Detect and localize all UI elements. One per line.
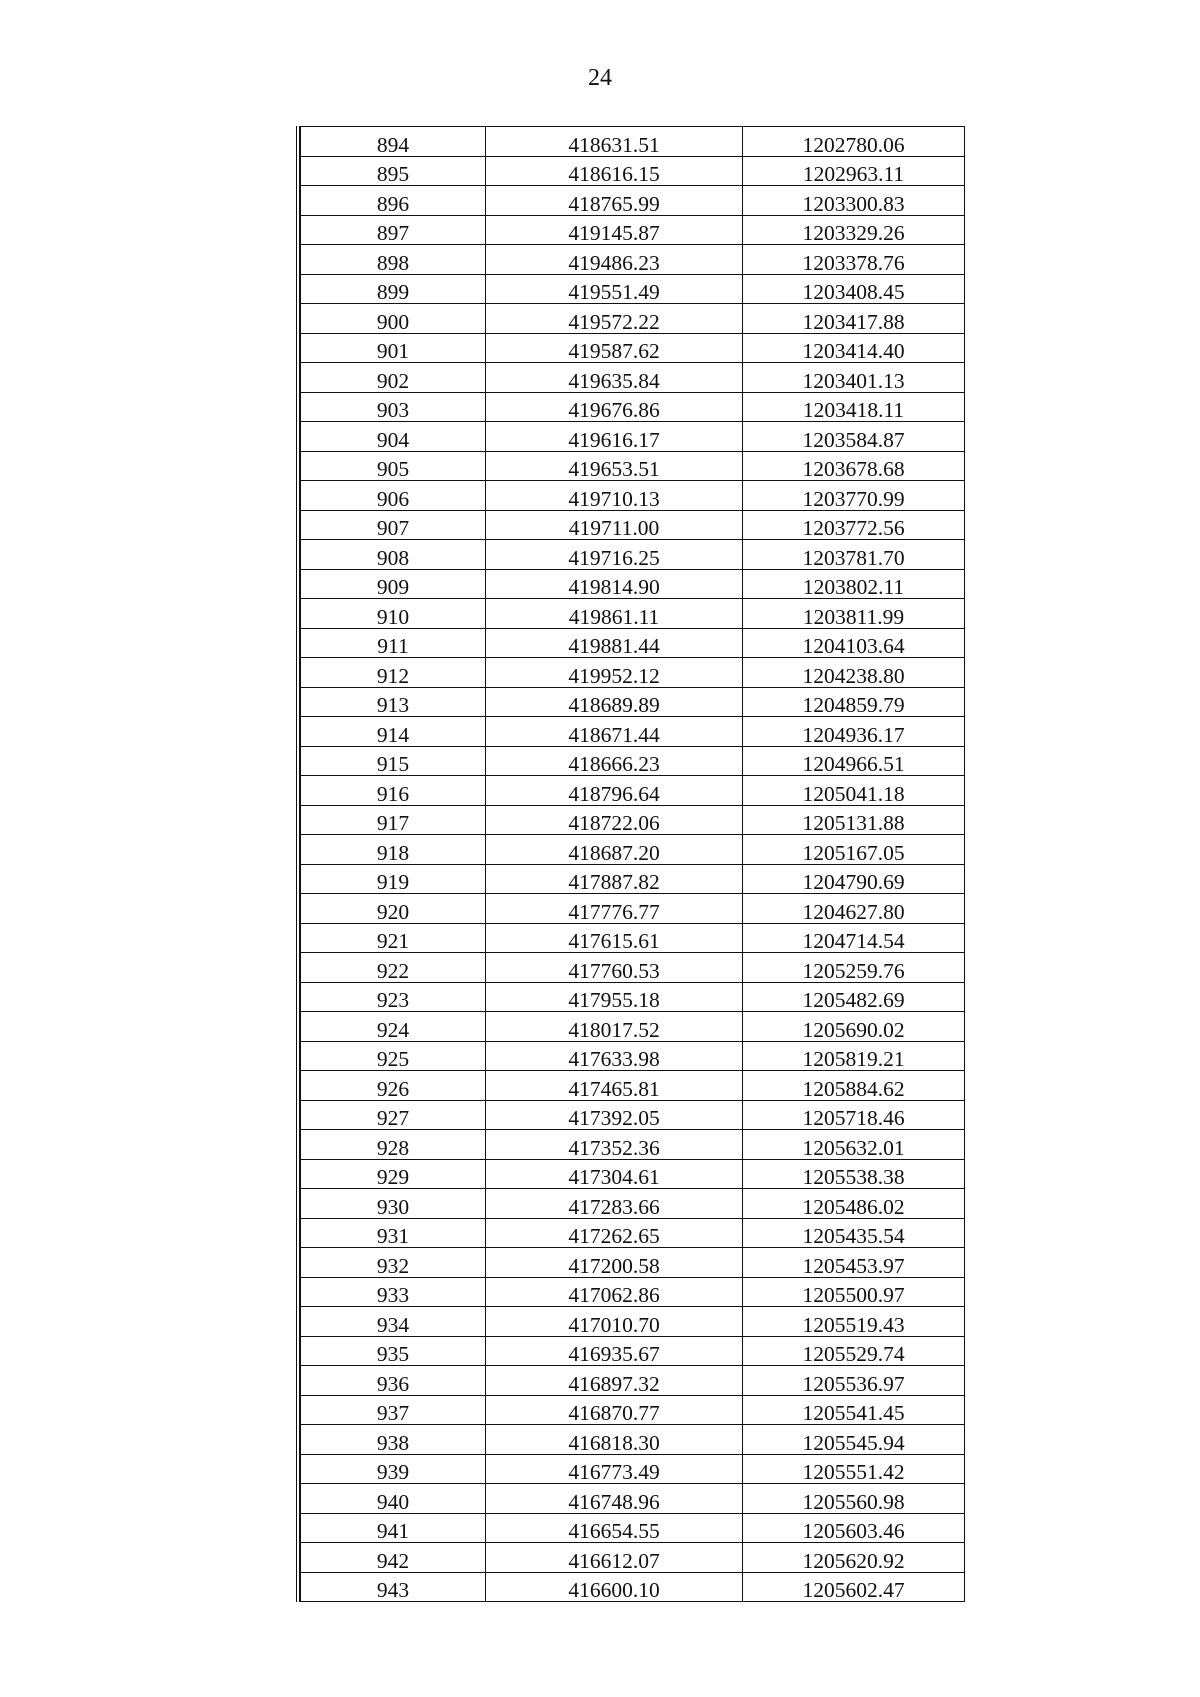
table-row (301, 1307, 965, 1337)
x-coordinate-cell: 417760.53 (486, 953, 743, 983)
point-number-cell: 907 (301, 510, 486, 540)
point-number-cell: 918 (301, 835, 486, 865)
x-coordinate-cell: 417062.86 (486, 1277, 743, 1307)
table-row (301, 333, 965, 363)
y-coordinate-cell: 1203300.83 (743, 186, 965, 216)
y-coordinate-cell: 1204103.64 (743, 628, 965, 658)
x-coordinate-cell: 418765.99 (486, 186, 743, 216)
point-number-cell: 909 (301, 569, 486, 599)
x-coordinate-cell: 418796.64 (486, 776, 743, 806)
table-row (301, 599, 965, 629)
x-coordinate-cell: 419814.90 (486, 569, 743, 599)
x-coordinate-cell: 416818.30 (486, 1425, 743, 1455)
point-number-cell: 933 (301, 1277, 486, 1307)
table-row (301, 1130, 965, 1160)
point-number-cell: 910 (301, 599, 486, 629)
point-number-cell: 931 (301, 1218, 486, 1248)
point-number-cell: 915 (301, 746, 486, 776)
table-row (301, 451, 965, 481)
y-coordinate-cell: 1204627.80 (743, 894, 965, 924)
point-number-cell: 932 (301, 1248, 486, 1278)
table-row (301, 687, 965, 717)
y-coordinate-cell: 1205453.97 (743, 1248, 965, 1278)
table-row (301, 894, 965, 924)
point-number-cell: 923 (301, 982, 486, 1012)
point-number-cell: 928 (301, 1130, 486, 1160)
point-number-cell: 939 (301, 1454, 486, 1484)
coordinates-table-body (301, 127, 965, 1602)
table-row (301, 1543, 965, 1573)
table-row (301, 717, 965, 747)
table-row (301, 982, 965, 1012)
x-coordinate-cell: 416773.49 (486, 1454, 743, 1484)
x-coordinate-cell: 419572.22 (486, 304, 743, 334)
table-row (301, 1012, 965, 1042)
table-row (301, 1572, 965, 1602)
point-number-cell: 919 (301, 864, 486, 894)
table-row (301, 274, 965, 304)
x-coordinate-cell: 417200.58 (486, 1248, 743, 1278)
y-coordinate-cell: 1203401.13 (743, 363, 965, 393)
point-number-cell: 898 (301, 245, 486, 275)
y-coordinate-cell: 1205482.69 (743, 982, 965, 1012)
point-number-cell: 940 (301, 1484, 486, 1514)
page-number: 24 (588, 65, 612, 91)
y-coordinate-cell: 1202963.11 (743, 156, 965, 186)
point-number-cell: 942 (301, 1543, 486, 1573)
table-row (301, 953, 965, 983)
y-coordinate-cell: 1205519.43 (743, 1307, 965, 1337)
table-row (301, 776, 965, 806)
table-row (301, 392, 965, 422)
point-number-cell: 897 (301, 215, 486, 245)
y-coordinate-cell: 1203329.26 (743, 215, 965, 245)
point-number-cell: 896 (301, 186, 486, 216)
point-number-cell: 900 (301, 304, 486, 334)
y-coordinate-cell: 1205041.18 (743, 776, 965, 806)
x-coordinate-cell: 418671.44 (486, 717, 743, 747)
point-number-cell: 903 (301, 392, 486, 422)
coordinates-table-container (296, 126, 968, 1602)
y-coordinate-cell: 1205536.97 (743, 1366, 965, 1396)
point-number-cell: 917 (301, 805, 486, 835)
y-coordinate-cell: 1203414.40 (743, 333, 965, 363)
table-row (301, 422, 965, 452)
y-coordinate-cell: 1205541.45 (743, 1395, 965, 1425)
y-coordinate-cell: 1205884.62 (743, 1071, 965, 1101)
y-coordinate-cell: 1205500.97 (743, 1277, 965, 1307)
y-coordinate-cell: 1205560.98 (743, 1484, 965, 1514)
x-coordinate-cell: 419486.23 (486, 245, 743, 275)
x-coordinate-cell: 418616.15 (486, 156, 743, 186)
x-coordinate-cell: 417955.18 (486, 982, 743, 1012)
y-coordinate-cell: 1203781.70 (743, 540, 965, 570)
table-row (301, 156, 965, 186)
y-coordinate-cell: 1203408.45 (743, 274, 965, 304)
table-row (301, 569, 965, 599)
y-coordinate-cell: 1205551.42 (743, 1454, 965, 1484)
point-number-cell: 914 (301, 717, 486, 747)
table-row (301, 186, 965, 216)
x-coordinate-cell: 419716.25 (486, 540, 743, 570)
x-coordinate-cell: 419653.51 (486, 451, 743, 481)
point-number-cell: 926 (301, 1071, 486, 1101)
x-coordinate-cell: 417776.77 (486, 894, 743, 924)
point-number-cell: 905 (301, 451, 486, 481)
x-coordinate-cell: 419635.84 (486, 363, 743, 393)
y-coordinate-cell: 1205545.94 (743, 1425, 965, 1455)
table-row (301, 805, 965, 835)
x-coordinate-cell: 419145.87 (486, 215, 743, 245)
table-row (301, 1484, 965, 1514)
point-number-cell: 943 (301, 1572, 486, 1602)
x-coordinate-cell: 417304.61 (486, 1159, 743, 1189)
x-coordinate-cell: 419861.11 (486, 599, 743, 629)
x-coordinate-cell: 416748.96 (486, 1484, 743, 1514)
y-coordinate-cell: 1205620.92 (743, 1543, 965, 1573)
table-row (301, 658, 965, 688)
table-row (301, 1277, 965, 1307)
table-row (301, 127, 965, 157)
y-coordinate-cell: 1204859.79 (743, 687, 965, 717)
x-coordinate-cell: 418687.20 (486, 835, 743, 865)
table-row (301, 864, 965, 894)
table-row (301, 481, 965, 511)
y-coordinate-cell: 1205602.47 (743, 1572, 965, 1602)
x-coordinate-cell: 416654.55 (486, 1513, 743, 1543)
point-number-cell: 925 (301, 1041, 486, 1071)
y-coordinate-cell: 1205690.02 (743, 1012, 965, 1042)
y-coordinate-cell: 1205529.74 (743, 1336, 965, 1366)
point-number-cell: 934 (301, 1307, 486, 1337)
point-number-cell: 924 (301, 1012, 486, 1042)
table-row (301, 510, 965, 540)
point-number-cell: 938 (301, 1425, 486, 1455)
table-row (301, 1041, 965, 1071)
y-coordinate-cell: 1203378.76 (743, 245, 965, 275)
table-row (301, 835, 965, 865)
table-row (301, 1189, 965, 1219)
x-coordinate-cell: 419711.00 (486, 510, 743, 540)
table-row (301, 923, 965, 953)
x-coordinate-cell: 419616.17 (486, 422, 743, 452)
y-coordinate-cell: 1203772.56 (743, 510, 965, 540)
x-coordinate-cell: 419952.12 (486, 658, 743, 688)
y-coordinate-cell: 1205131.88 (743, 805, 965, 835)
y-coordinate-cell: 1205718.46 (743, 1100, 965, 1130)
point-number-cell: 929 (301, 1159, 486, 1189)
x-coordinate-cell: 418689.89 (486, 687, 743, 717)
y-coordinate-cell: 1204790.69 (743, 864, 965, 894)
x-coordinate-cell: 418722.06 (486, 805, 743, 835)
point-number-cell: 930 (301, 1189, 486, 1219)
x-coordinate-cell: 419676.86 (486, 392, 743, 422)
x-coordinate-cell: 417887.82 (486, 864, 743, 894)
point-number-cell: 901 (301, 333, 486, 363)
y-coordinate-cell: 1205632.01 (743, 1130, 965, 1160)
x-coordinate-cell: 417392.05 (486, 1100, 743, 1130)
y-coordinate-cell: 1203678.68 (743, 451, 965, 481)
x-coordinate-cell: 419881.44 (486, 628, 743, 658)
point-number-cell: 912 (301, 658, 486, 688)
y-coordinate-cell: 1203770.99 (743, 481, 965, 511)
y-coordinate-cell: 1205819.21 (743, 1041, 965, 1071)
x-coordinate-cell: 416870.77 (486, 1395, 743, 1425)
x-coordinate-cell: 416935.67 (486, 1336, 743, 1366)
x-coordinate-cell: 417633.98 (486, 1041, 743, 1071)
table-row (301, 540, 965, 570)
point-number-cell: 935 (301, 1336, 486, 1366)
table-row (301, 215, 965, 245)
x-coordinate-cell: 418666.23 (486, 746, 743, 776)
point-number-cell: 922 (301, 953, 486, 983)
table-row (301, 245, 965, 275)
y-coordinate-cell: 1203417.88 (743, 304, 965, 334)
x-coordinate-cell: 417352.36 (486, 1130, 743, 1160)
x-coordinate-cell: 416897.32 (486, 1366, 743, 1396)
y-coordinate-cell: 1205259.76 (743, 953, 965, 983)
point-number-cell: 902 (301, 363, 486, 393)
y-coordinate-cell: 1205538.38 (743, 1159, 965, 1189)
table-row (301, 1218, 965, 1248)
point-number-cell: 913 (301, 687, 486, 717)
table-row (301, 1425, 965, 1455)
x-coordinate-cell: 416600.10 (486, 1572, 743, 1602)
table-row (301, 304, 965, 334)
table-row (301, 628, 965, 658)
y-coordinate-cell: 1202780.06 (743, 127, 965, 157)
point-number-cell: 899 (301, 274, 486, 304)
table-row (301, 1159, 965, 1189)
x-coordinate-cell: 417283.66 (486, 1189, 743, 1219)
coordinates-table (300, 126, 965, 1602)
point-number-cell: 916 (301, 776, 486, 806)
y-coordinate-cell: 1204936.17 (743, 717, 965, 747)
x-coordinate-cell: 418017.52 (486, 1012, 743, 1042)
point-number-cell: 941 (301, 1513, 486, 1543)
y-coordinate-cell: 1204966.51 (743, 746, 965, 776)
y-coordinate-cell: 1204714.54 (743, 923, 965, 953)
y-coordinate-cell: 1204238.80 (743, 658, 965, 688)
x-coordinate-cell: 419710.13 (486, 481, 743, 511)
point-number-cell: 911 (301, 628, 486, 658)
x-coordinate-cell: 416612.07 (486, 1543, 743, 1573)
x-coordinate-cell: 417010.70 (486, 1307, 743, 1337)
y-coordinate-cell: 1203811.99 (743, 599, 965, 629)
x-coordinate-cell: 419587.62 (486, 333, 743, 363)
y-coordinate-cell: 1205486.02 (743, 1189, 965, 1219)
point-number-cell: 895 (301, 156, 486, 186)
table-row (301, 1336, 965, 1366)
y-coordinate-cell: 1203802.11 (743, 569, 965, 599)
y-coordinate-cell: 1205603.46 (743, 1513, 965, 1543)
x-coordinate-cell: 417465.81 (486, 1071, 743, 1101)
x-coordinate-cell: 418631.51 (486, 127, 743, 157)
y-coordinate-cell: 1205167.05 (743, 835, 965, 865)
table-row (301, 1366, 965, 1396)
x-coordinate-cell: 419551.49 (486, 274, 743, 304)
table-row (301, 1071, 965, 1101)
point-number-cell: 904 (301, 422, 486, 452)
point-number-cell: 920 (301, 894, 486, 924)
y-coordinate-cell: 1203584.87 (743, 422, 965, 452)
point-number-cell: 908 (301, 540, 486, 570)
table-row (301, 746, 965, 776)
table-row (301, 363, 965, 393)
table-row (301, 1248, 965, 1278)
table-row (301, 1454, 965, 1484)
point-number-cell: 927 (301, 1100, 486, 1130)
point-number-cell: 906 (301, 481, 486, 511)
table-row (301, 1513, 965, 1543)
table-row (301, 1395, 965, 1425)
point-number-cell: 921 (301, 923, 486, 953)
point-number-cell: 894 (301, 127, 486, 157)
x-coordinate-cell: 417615.61 (486, 923, 743, 953)
point-number-cell: 936 (301, 1366, 486, 1396)
table-row (301, 1100, 965, 1130)
x-coordinate-cell: 417262.65 (486, 1218, 743, 1248)
point-number-cell: 937 (301, 1395, 486, 1425)
y-coordinate-cell: 1203418.11 (743, 392, 965, 422)
y-coordinate-cell: 1205435.54 (743, 1218, 965, 1248)
